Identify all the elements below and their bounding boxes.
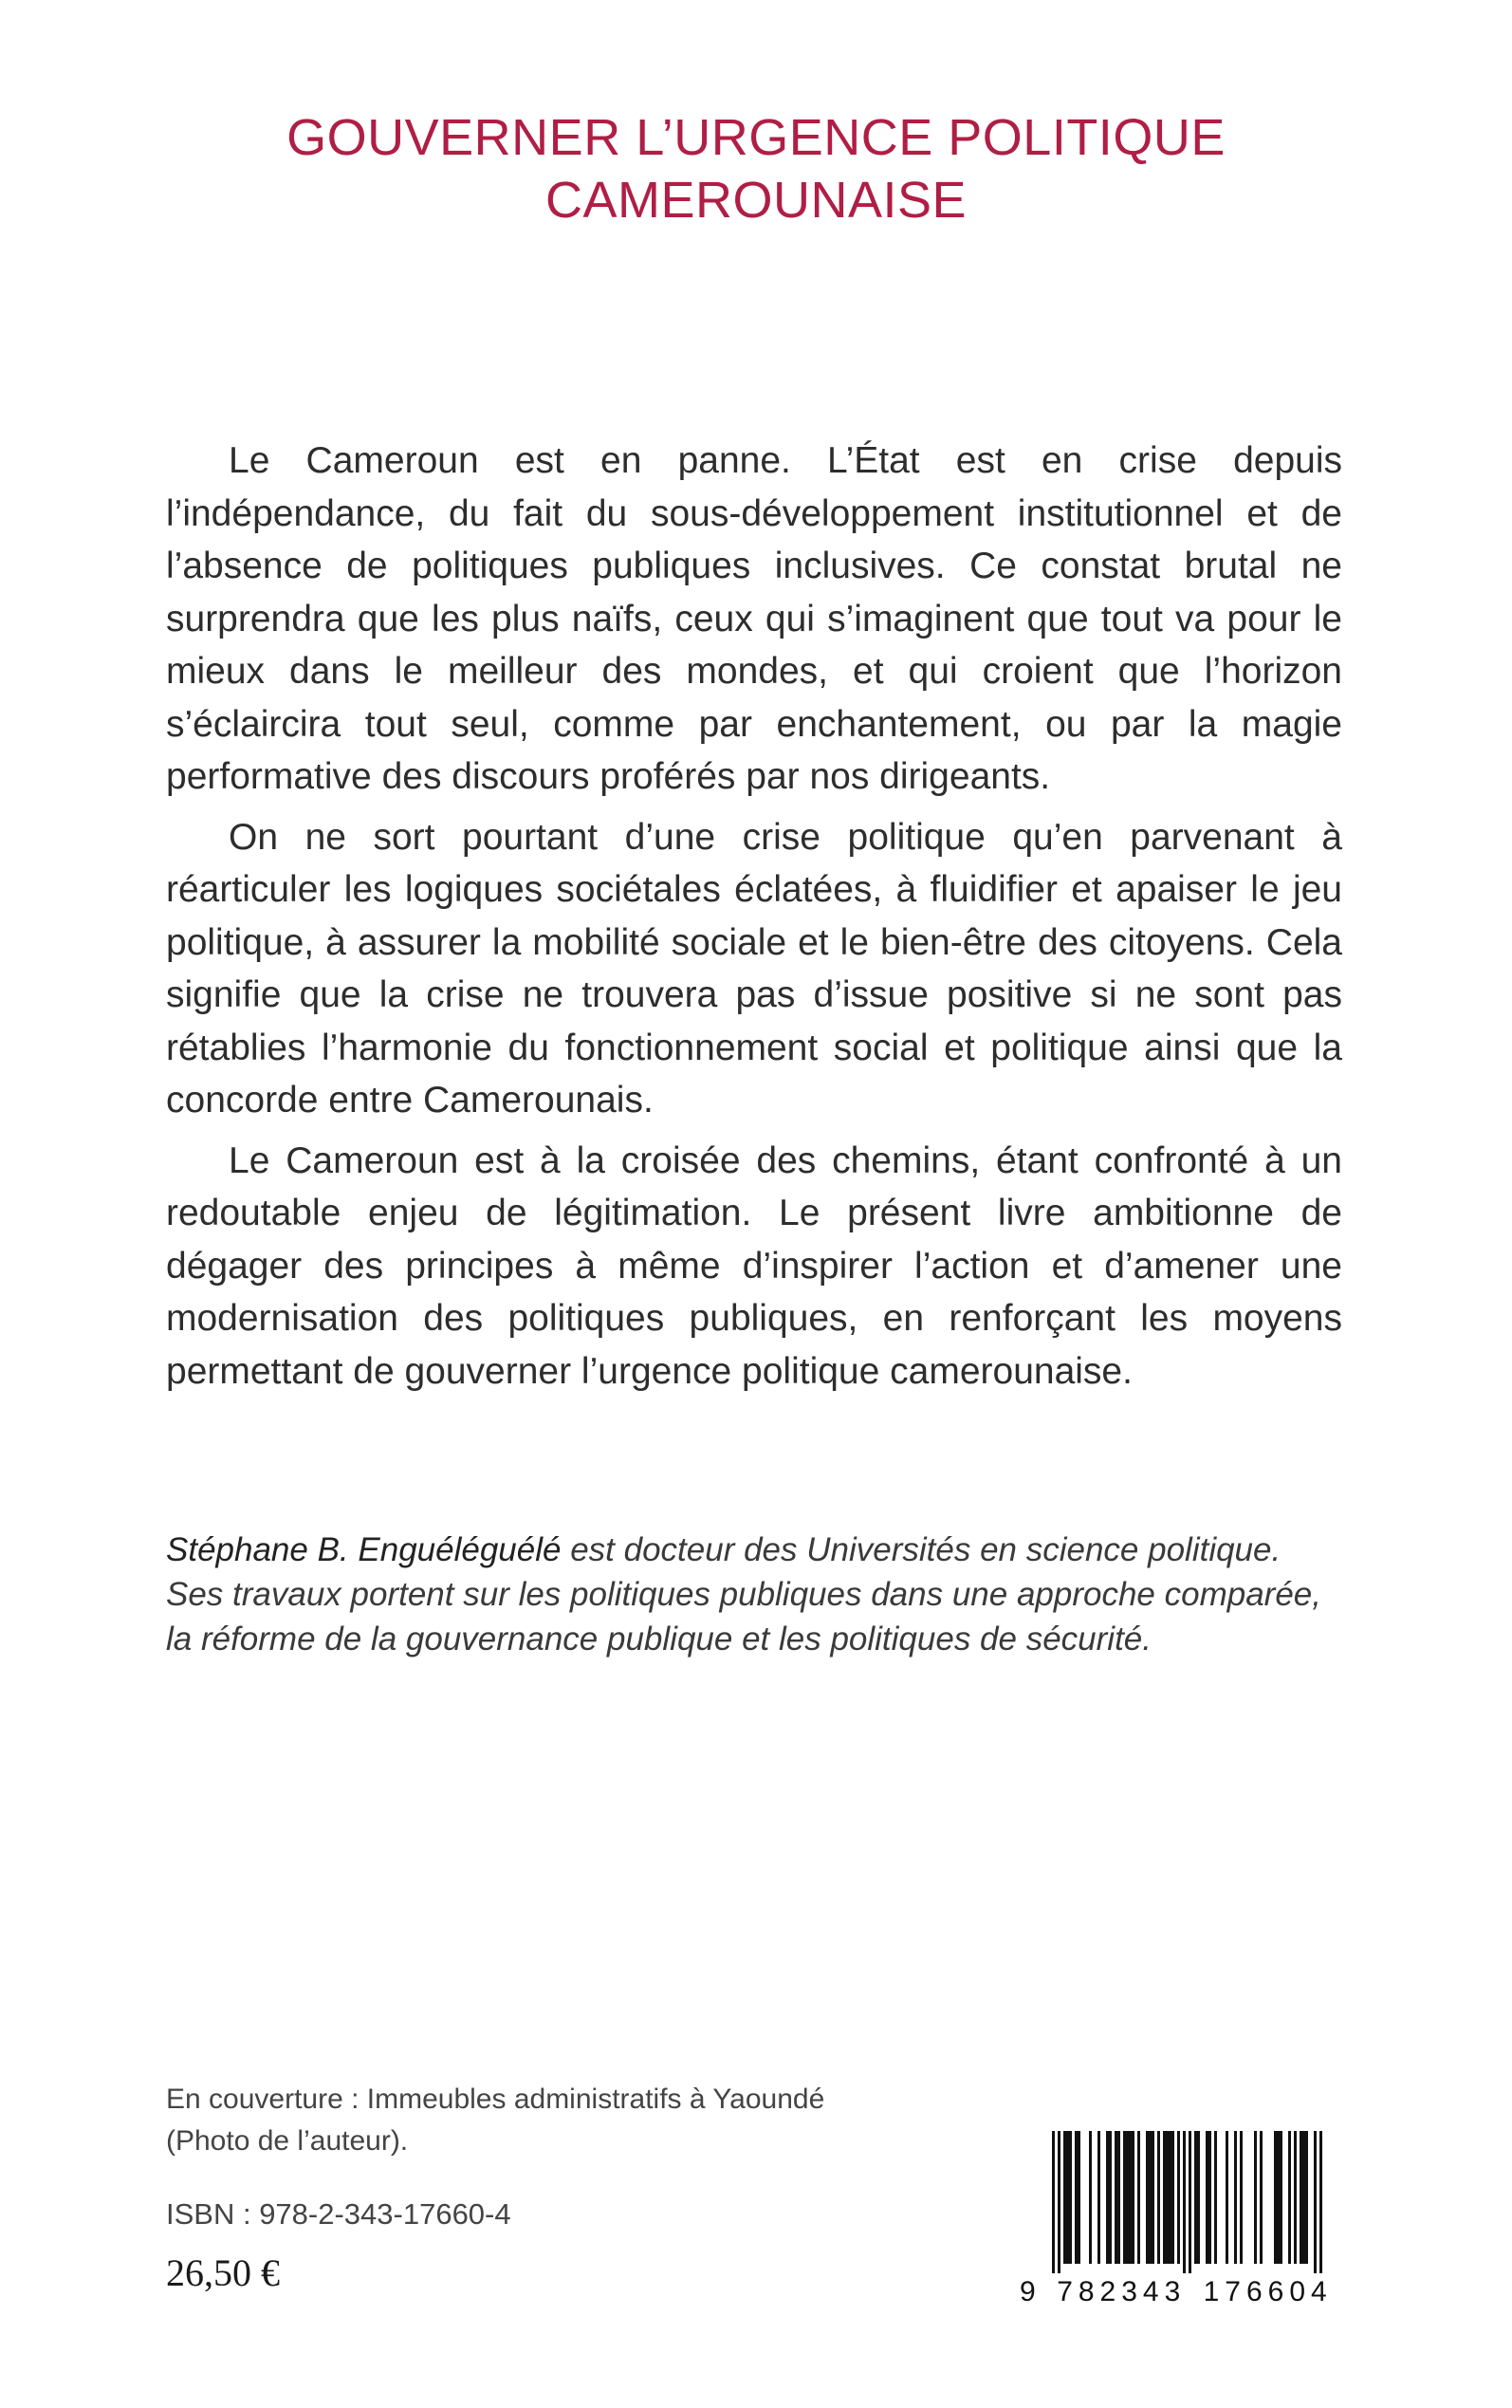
barcode-bar bbox=[1194, 2131, 1197, 2264]
barcode-bar bbox=[1277, 2131, 1280, 2264]
barcode-left-group: 782343 bbox=[1057, 2276, 1187, 2307]
barcode-bar bbox=[1052, 2131, 1055, 2273]
barcode-bar bbox=[1109, 2131, 1112, 2264]
barcode-bar bbox=[1319, 2131, 1322, 2273]
barcode-bar bbox=[1214, 2131, 1217, 2264]
summary-text bbox=[166, 435, 1342, 1405]
summary-paragraph-3: Le Cameroun est à la croisée des chemins, étant confronté à un redoutable enjeu de légitimation. Le présent livre ambitionne de dégager des principes à même d’inspirer l’action et d’amener une modernisation des politiques publiques, en renforçant les moyens permettant de gouverner l’urgence politique camerounaise. bbox=[166, 1139, 1342, 1392]
barcode-digits bbox=[1020, 2275, 1342, 2309]
barcode-bar bbox=[1260, 2131, 1263, 2264]
barcode-bar bbox=[1089, 2131, 1092, 2264]
barcode-bar bbox=[1069, 2131, 1072, 2264]
barcode-bar bbox=[1129, 2131, 1132, 2264]
barcode-bar bbox=[1058, 2131, 1060, 2273]
barcode-bar bbox=[1157, 2131, 1160, 2264]
barcode-bar bbox=[1106, 2131, 1109, 2264]
cover-credit-line-2: (Photo de l’auteur). bbox=[166, 2125, 409, 2157]
barcode-bar bbox=[1197, 2131, 1200, 2264]
price-label: 26,50 € bbox=[166, 2251, 280, 2294]
barcode-first-digit: 9 bbox=[1020, 2276, 1037, 2307]
barcode-right-group: 176604 bbox=[1203, 2276, 1333, 2307]
barcode-bar bbox=[1177, 2131, 1180, 2264]
barcode-bar bbox=[1117, 2131, 1120, 2264]
barcode-bar bbox=[1280, 2131, 1282, 2264]
author-name: Stéphane B. Enguéléguélé bbox=[166, 1531, 562, 1568]
barcode-bar bbox=[1206, 2131, 1208, 2264]
barcode-bar bbox=[1146, 2131, 1149, 2264]
barcode-bar bbox=[1302, 2131, 1305, 2264]
summary-paragraph-2: On ne sort pourtant d’une crise politique qu’en parvenant à réarticuler les logiques sociétales éclatées, à fluidifier et apaiser le jeu politique, à assurer la mobilité sociale et le bien-être des citoyens. Cela signifie que la crise ne trouvera pas d’issue positive si ne sont pas rétablies l’harmonie du fonctionnement social et politique ainsi que la concorde entre Camerounais. bbox=[166, 816, 1342, 1121]
barcode-bar bbox=[1166, 2131, 1169, 2264]
barcode-bar bbox=[1314, 2131, 1317, 2273]
barcode-bar bbox=[1075, 2131, 1078, 2264]
isbn-label: ISBN : 978-2-343-17660-4 bbox=[166, 2197, 511, 2231]
book-title bbox=[171, 106, 1341, 232]
barcode-bar bbox=[1126, 2131, 1129, 2264]
barcode-bar bbox=[1254, 2131, 1257, 2264]
barcode-bar bbox=[1208, 2131, 1211, 2264]
barcode-bar bbox=[1132, 2131, 1134, 2264]
title-line-2: CAMEROUNAISE bbox=[544, 172, 968, 229]
barcode-bar bbox=[1300, 2131, 1302, 2264]
barcode-bar bbox=[1234, 2131, 1237, 2264]
barcode-bar bbox=[1078, 2131, 1080, 2264]
author-description: est docteur des Universités en science politique. Ses travaux portent sur les politiques publiques dans une approche comparée, la réforme de la gouvernance publique et les politiques de sécurité. bbox=[166, 1531, 1321, 1658]
barcode-bar bbox=[1305, 2131, 1308, 2264]
barcode-bar bbox=[1294, 2131, 1297, 2264]
barcode-bar bbox=[1152, 2131, 1154, 2264]
barcode-bar bbox=[1123, 2131, 1126, 2264]
barcode-bar bbox=[1163, 2131, 1166, 2264]
barcode-bar bbox=[1171, 2131, 1174, 2264]
barcode-bar bbox=[1066, 2131, 1069, 2264]
barcode-bar bbox=[1189, 2131, 1191, 2273]
cover-credit-line-1: En couverture : Immeubles administratifs à Yaoundé bbox=[166, 2084, 825, 2115]
barcode-bar bbox=[1097, 2131, 1100, 2264]
barcode-bar bbox=[1226, 2131, 1228, 2264]
title-line-1: GOUVERNER L’URGENCE POLITIQUE bbox=[286, 109, 1226, 166]
barcode-bar bbox=[1115, 2131, 1117, 2264]
barcode-bar bbox=[1149, 2131, 1152, 2264]
barcode-bar bbox=[1137, 2131, 1140, 2264]
cover-credit bbox=[166, 2079, 824, 2162]
barcode-bar bbox=[1063, 2131, 1066, 2264]
barcode-bar bbox=[1240, 2131, 1243, 2264]
barcode-bars bbox=[1020, 2131, 1342, 2275]
barcode-bar bbox=[1183, 2131, 1186, 2273]
barcode-bar bbox=[1288, 2131, 1291, 2264]
author-bio bbox=[166, 1528, 1342, 1661]
barcode-bar bbox=[1169, 2131, 1171, 2264]
barcode-bar bbox=[1274, 2131, 1277, 2264]
summary-paragraph-1: Le Cameroun est en panne. L’État est en crise depuis l’indépendance, du fait du sous-développement institutionnel et de l’absence de politiques publiques inclusives. Ce constat brutal ne surprendra que les plus naïfs, ceux qui s’imaginent que tout va pour le mieux dans le meilleur des mondes, et qui croient que l’horizon s’éclaircira tout seul, comme par enchantement, ou par la magie performative des discours proférés par nos dirigeants. bbox=[166, 440, 1342, 797]
